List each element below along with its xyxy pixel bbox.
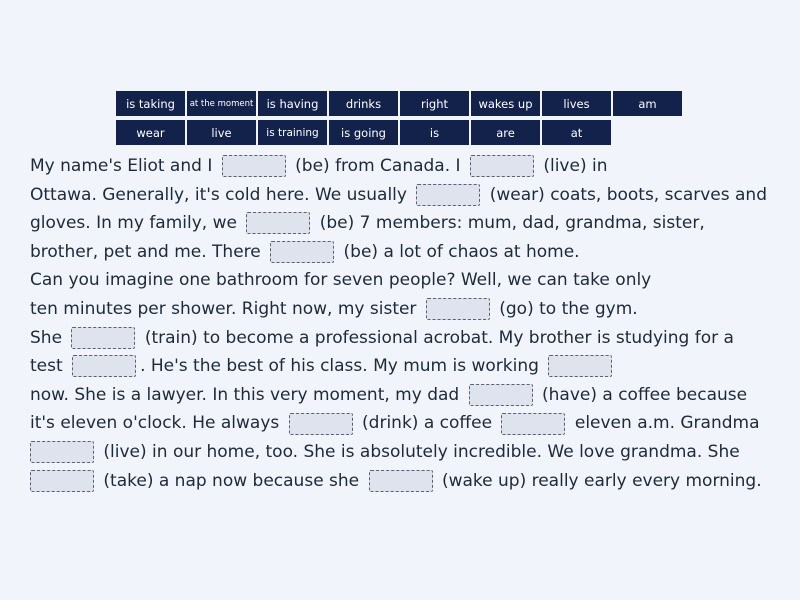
- word-tile[interactable]: right: [400, 91, 469, 116]
- passage-line: [30, 381, 800, 410]
- passage-line: [30, 467, 800, 496]
- passage-text-segment: eleven a.m. Grandma: [569, 413, 760, 434]
- passage-text-segment: (take) a nap now because she: [98, 470, 365, 491]
- passage-line: [30, 181, 800, 210]
- word-bank-row-1: [116, 91, 686, 116]
- answer-blank[interactable]: [469, 384, 533, 406]
- passage-text-segment: it's eleven o'clock. He always: [30, 413, 285, 434]
- passage-text: [30, 152, 800, 495]
- word-tile[interactable]: am: [613, 91, 682, 116]
- passage-text-segment: (be) a lot of chaos at home.: [338, 241, 580, 262]
- passage-text-segment: ten minutes per shower. Right now, my sister: [30, 298, 422, 319]
- word-tile[interactable]: wakes up: [471, 91, 540, 116]
- passage-text-segment: She: [30, 327, 68, 348]
- passage-line: [30, 409, 800, 438]
- word-tile[interactable]: wear: [116, 120, 185, 145]
- passage-text-segment: (wake up) really early every morning.: [436, 470, 762, 491]
- answer-blank[interactable]: [416, 184, 480, 206]
- answer-blank[interactable]: [72, 355, 136, 377]
- passage-text-segment: (go) to the gym.: [493, 298, 638, 319]
- word-tile[interactable]: at the moment: [187, 91, 256, 116]
- passage-text-segment: (train) to become a professional acrobat. My brother is studying for a: [139, 327, 734, 348]
- passage-text-segment: (drink) a coffee: [356, 413, 498, 434]
- answer-blank[interactable]: [30, 441, 94, 463]
- word-bank-row-2: [116, 120, 686, 145]
- answer-blank[interactable]: [71, 327, 135, 349]
- passage-text-segment: test: [30, 356, 69, 377]
- passage-text-segment: brother, pet and me. There: [30, 241, 267, 262]
- passage-line: [30, 238, 800, 267]
- passage-text-segment: now. She is a lawyer. In this very moment, my dad: [30, 384, 465, 405]
- passage-line: [30, 352, 800, 381]
- passage-text-segment: My name's Eliot and I: [30, 156, 218, 176]
- word-tile[interactable]: is: [400, 120, 469, 145]
- word-tile[interactable]: is going: [329, 120, 398, 145]
- passage-line: [30, 266, 800, 295]
- answer-blank[interactable]: [548, 355, 612, 377]
- word-tile[interactable]: is having: [258, 91, 327, 116]
- answer-blank[interactable]: [270, 241, 334, 263]
- word-tile[interactable]: drinks: [329, 91, 398, 116]
- passage-line: [30, 324, 800, 353]
- answer-blank[interactable]: [369, 470, 433, 492]
- word-bank: [116, 91, 686, 149]
- word-tile[interactable]: is training: [258, 120, 327, 145]
- word-tile[interactable]: at: [542, 120, 611, 145]
- passage-text-segment: (live) in our home, too. She is absolutely incredible. We love grandma. She: [98, 441, 740, 462]
- passage-text-segment: Ottawa. Generally, it's cold here. We usually: [30, 184, 413, 205]
- answer-blank[interactable]: [426, 298, 490, 320]
- answer-blank[interactable]: [289, 413, 353, 435]
- answer-blank[interactable]: [30, 470, 94, 492]
- passage-text-segment: (be) 7 members: mum, dad, grandma, sister,: [314, 213, 705, 234]
- answer-blank[interactable]: [222, 155, 286, 177]
- word-tile[interactable]: are: [471, 120, 540, 145]
- word-tile[interactable]: live: [187, 120, 256, 145]
- answer-blank[interactable]: [501, 413, 565, 435]
- passage-text-segment: Can you imagine one bathroom for seven people? Well, we can take only: [30, 270, 652, 291]
- word-tile[interactable]: is taking: [116, 91, 185, 116]
- answer-blank[interactable]: [246, 212, 310, 234]
- passage-text-segment: gloves. In my family, we: [30, 213, 243, 234]
- passage-text-segment: (have) a coffee because: [536, 384, 748, 405]
- passage-text-segment: . He's the best of his class. My mum is working: [140, 356, 545, 377]
- answer-blank[interactable]: [470, 155, 534, 177]
- passage-line: [30, 209, 800, 238]
- passage-text-segment: (be) from Canada. I: [289, 156, 466, 176]
- passage-line: [30, 152, 800, 181]
- passage-line: [30, 295, 800, 324]
- passage-text-segment: (wear) coats, boots, scarves and: [484, 184, 767, 205]
- word-tile[interactable]: lives: [542, 91, 611, 116]
- passage-text-segment: (live) in: [537, 156, 608, 176]
- passage-line: [30, 438, 800, 467]
